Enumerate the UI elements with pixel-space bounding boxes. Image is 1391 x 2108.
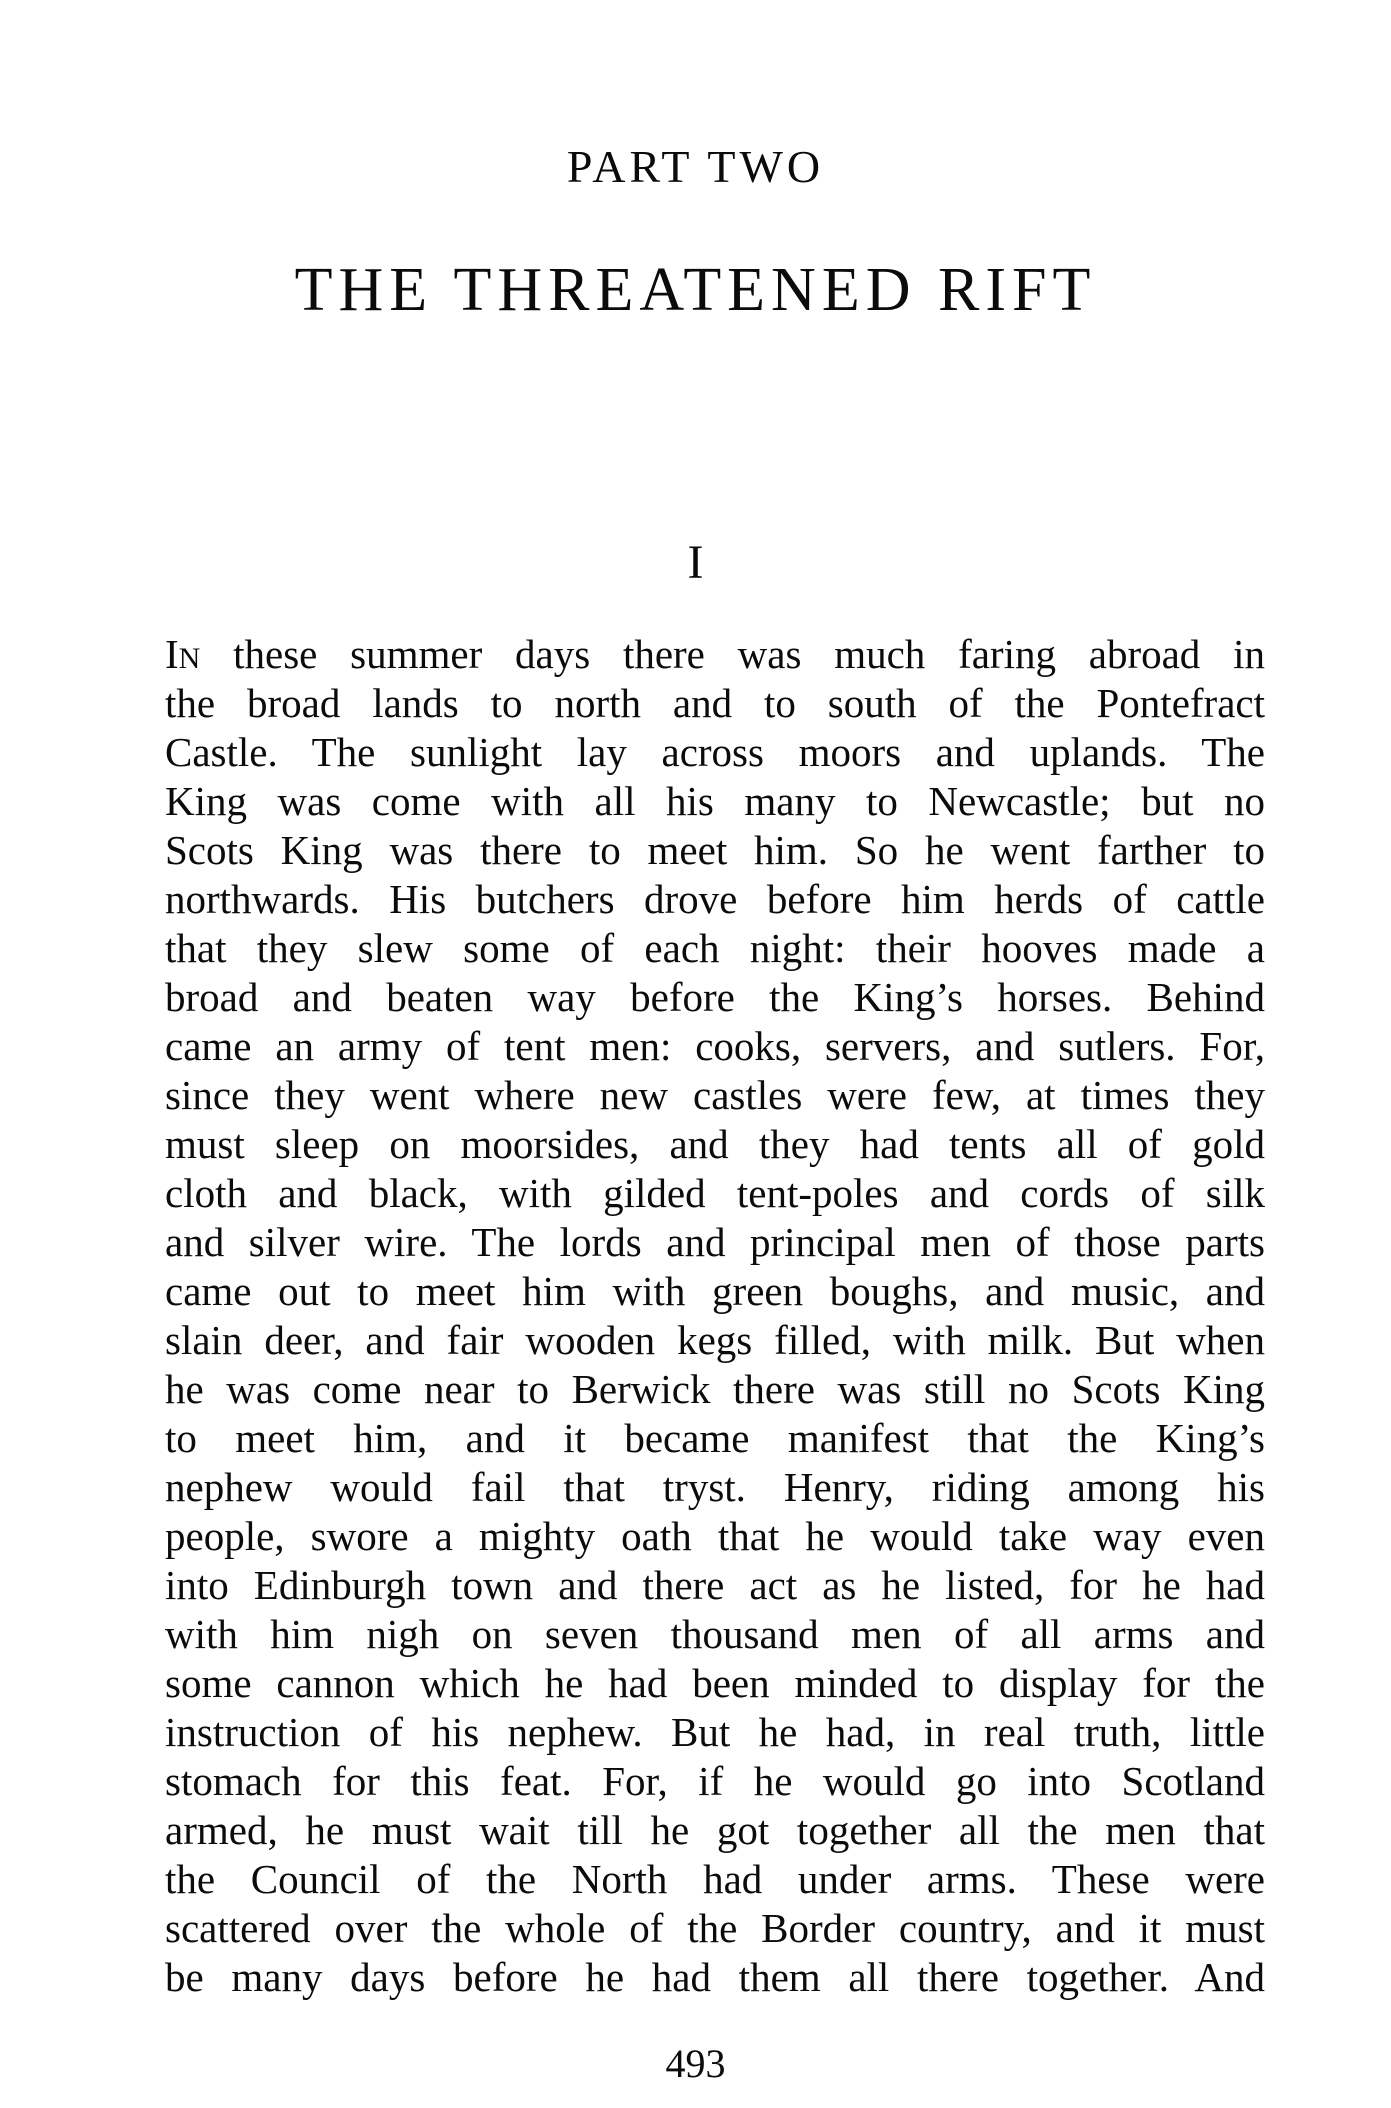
drop-initial: I bbox=[165, 631, 179, 677]
body-line: armed, he must wait till he got together all the men that bbox=[165, 1807, 1265, 1853]
body-line: to meet him, and it became manifest that the King’s bbox=[165, 1415, 1265, 1461]
body-line: stomach for this feat. For, if he would go into Scotland bbox=[165, 1758, 1265, 1804]
page-number: 493 bbox=[665, 2041, 726, 2086]
body-line: with him nigh on seven thousand men of all arms and bbox=[165, 1611, 1265, 1657]
part-label: PART TWO bbox=[566, 141, 825, 192]
body-line: be many days before he had them all there together. And bbox=[165, 1954, 1265, 2000]
body-line: Castle. The sunlight lay across moors and uplands. The bbox=[165, 729, 1265, 775]
body-line: people, swore a mighty oath that he would take way even bbox=[165, 1513, 1265, 1559]
first-line-text: these summer days there was much faring abroad in bbox=[200, 631, 1265, 677]
body-line: broad and beaten way before the King’s horses. Behind bbox=[165, 974, 1265, 1020]
body-line: came an army of tent men: cooks, servers, and sutlers. For, bbox=[165, 1023, 1265, 1069]
small-cap-letter: N bbox=[178, 642, 201, 675]
body-line: since they went where new castles were few, at times they bbox=[165, 1072, 1265, 1118]
body-line: instruction of his nephew. But he had, in real truth, little bbox=[165, 1709, 1265, 1755]
body-line: the Council of the North had under arms. These were bbox=[165, 1856, 1265, 1902]
body-line: must sleep on moorsides, and they had tents all of gold bbox=[165, 1121, 1265, 1167]
body-line: the broad lands to north and to south of the Pontefract bbox=[165, 680, 1265, 726]
body-line: that they slew some of each night: their hooves made a bbox=[165, 925, 1265, 971]
body-line: slain deer, and fair wooden kegs filled, with milk. But when bbox=[165, 1317, 1265, 1363]
body-text bbox=[165, 630, 1265, 2002]
body-line-first bbox=[165, 630, 1265, 679]
body-line: scattered over the whole of the Border country, and it must bbox=[165, 1905, 1265, 1951]
body-line: and silver wire. The lords and principal men of those parts bbox=[165, 1219, 1265, 1265]
body-line: he was come near to Berwick there was still no Scots King bbox=[165, 1366, 1265, 1412]
body-line: nephew would fail that tryst. Henry, riding among his bbox=[165, 1464, 1265, 1510]
body-line: into Edinburgh town and there act as he listed, for he had bbox=[165, 1562, 1265, 1608]
body-line: cloth and black, with gilded tent-poles and cords of silk bbox=[165, 1170, 1265, 1216]
body-line: northwards. His butchers drove before him herds of cattle bbox=[165, 876, 1265, 922]
section-numeral: I bbox=[687, 536, 704, 589]
body-line: some cannon which he had been minded to display for the bbox=[165, 1660, 1265, 1706]
chapter-title: THE THREATENED RIFT bbox=[294, 256, 1097, 324]
body-line: King was come with all his many to Newcastle; but no bbox=[165, 778, 1265, 824]
body-line: came out to meet him with green boughs, and music, and bbox=[165, 1268, 1265, 1314]
body-line: Scots King was there to meet him. So he went farther to bbox=[165, 827, 1265, 873]
